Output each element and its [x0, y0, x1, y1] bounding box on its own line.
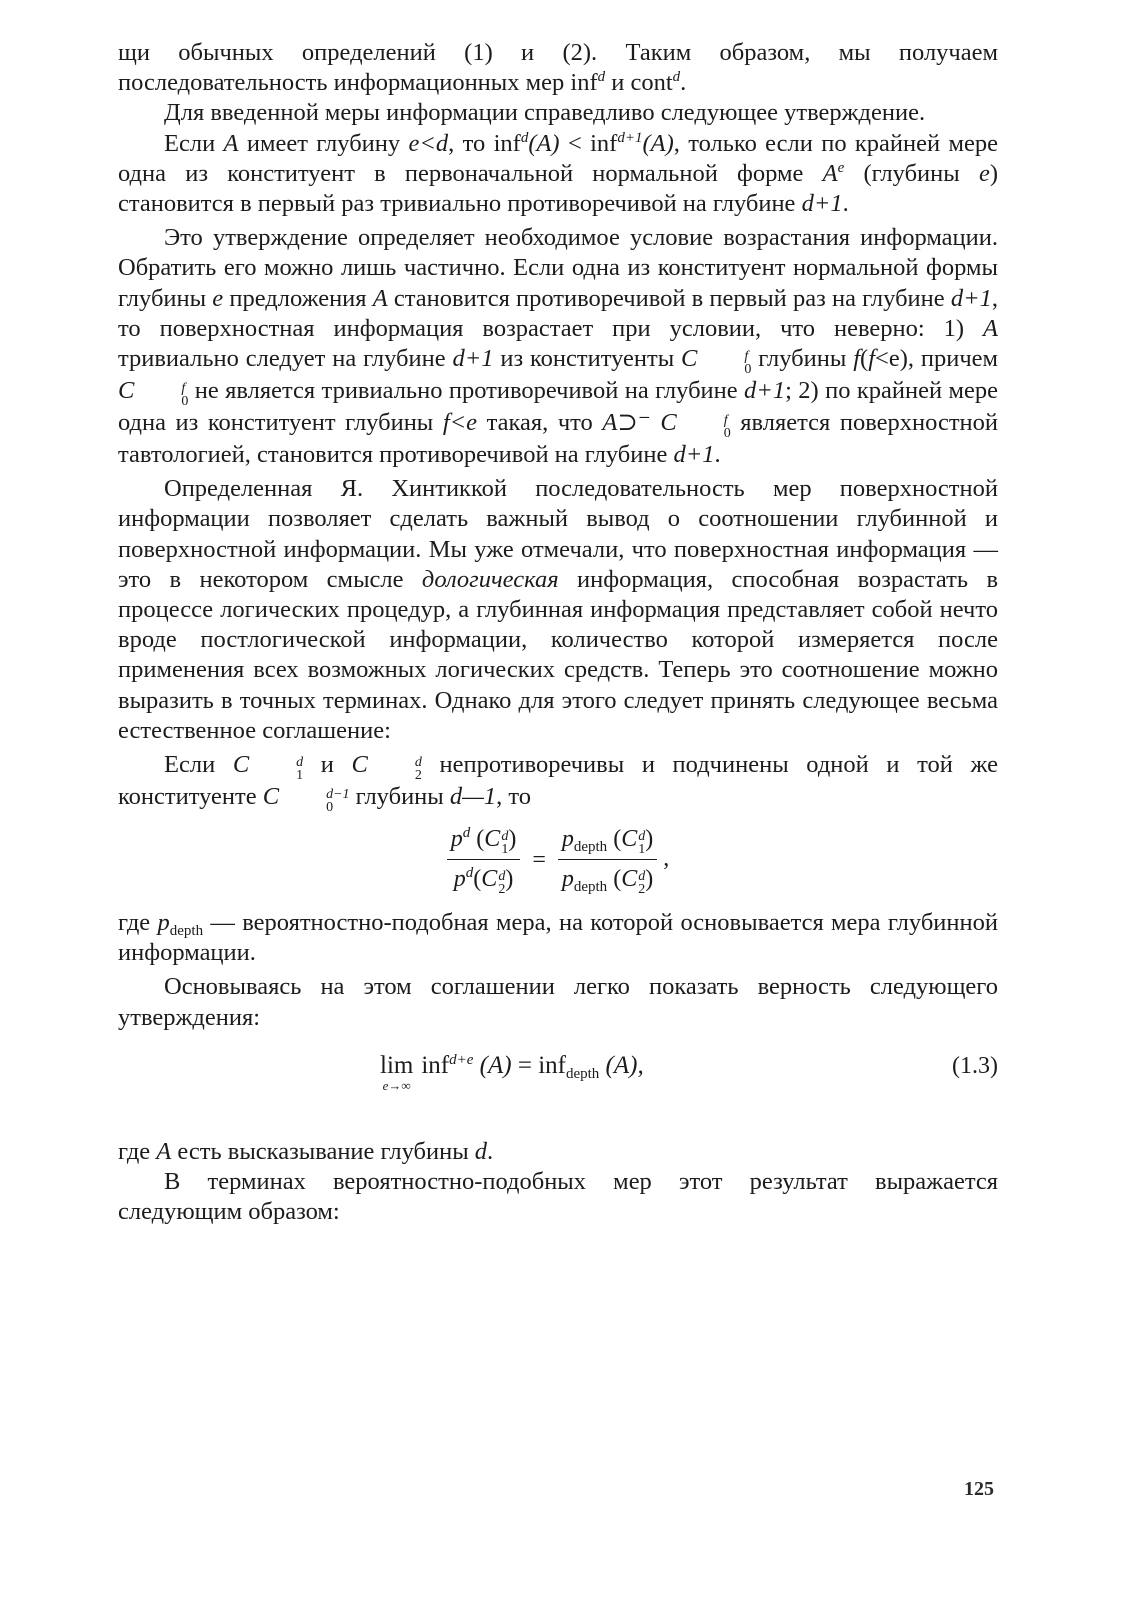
math-inf: inf	[493, 129, 521, 157]
math-expr: d+1	[673, 441, 715, 469]
math-sub: 0	[181, 394, 189, 410]
math-var: A	[983, 314, 998, 342]
math-sup: f	[181, 381, 186, 397]
text-run: тривиально следует на глубине	[118, 345, 453, 373]
math-var: C	[481, 866, 498, 893]
fraction-numerator: $p^d$ (C d 1 )	[447, 824, 521, 860]
math-var: A	[602, 409, 618, 437]
math-subsup	[501, 830, 508, 856]
math-sup: d	[498, 869, 506, 885]
math-expr: <e	[875, 345, 900, 373]
lim-subscript: e→∞	[382, 1077, 411, 1093]
math-expr: d+1	[801, 190, 843, 218]
text-run: ) становится в первый раз тривиально противоречивой на глубине	[118, 159, 998, 218]
math-subsup	[638, 830, 645, 856]
math-var: C	[118, 377, 135, 405]
math-subsup	[678, 414, 731, 440]
text-run: информация, способная возрастать в процессе логических процедур, а глубинная информация представляет собой нечто вроде постлогической информации, количество которой измеряется после применения всех возможных логических средств. Теперь это соотношение можно выразить в точных терминах. Однако для этого следует принять следующее весьма естественное соглашение:	[118, 565, 999, 744]
math-sup: d	[296, 755, 304, 771]
math-var: p	[561, 826, 574, 853]
math-sub: 1	[501, 842, 509, 858]
math-sub: depth	[565, 1065, 600, 1082]
math-var: A	[156, 1137, 172, 1165]
math-var: e	[212, 284, 224, 312]
text-run: ), причем	[899, 345, 999, 373]
math-sup: d	[465, 865, 474, 882]
paragraph-10: В терминах вероятностно-подобных мер этот результат выражается следующим образом:	[118, 1168, 998, 1226]
math-sub: depth	[573, 839, 608, 856]
text-run: ; 2) по крайней мере одна из конституент глубины	[118, 377, 998, 437]
math-subsup	[250, 756, 303, 782]
math-inf: inf	[538, 1051, 566, 1079]
punctuation: ,	[663, 845, 670, 872]
math-sup: d−1	[326, 787, 350, 803]
text-run: — вероятностно-подобная мера, на которой основывается мера глубинной информации.	[118, 909, 998, 967]
math-sup: f	[744, 349, 749, 365]
page-number: 125	[964, 1478, 994, 1500]
italic-term: дологическая	[421, 565, 559, 593]
math-var: e	[978, 159, 990, 187]
math-sup: d	[672, 69, 681, 86]
math-var: C	[681, 345, 698, 373]
text-run: .	[487, 1137, 494, 1165]
text-run: , то	[448, 129, 494, 157]
paragraph-3	[118, 129, 998, 220]
text-run: (	[860, 345, 869, 373]
text-run: имеет глубину	[238, 129, 409, 157]
math-sup: d+1	[617, 129, 643, 146]
math-arg: (A)	[479, 1051, 512, 1079]
math-expr: <e	[449, 409, 478, 437]
text-run: и	[303, 751, 352, 779]
math-arg: (A)	[642, 129, 674, 157]
fraction-left	[447, 824, 521, 896]
math-cont: cont	[630, 69, 673, 97]
equation-number: (1.3)	[952, 1052, 998, 1079]
math-sup: d	[414, 755, 422, 771]
math-var: p	[453, 866, 466, 893]
text-run: предложения	[223, 284, 373, 312]
fraction-right	[558, 824, 657, 896]
paragraph-2: Для введенной меры информации справедливо следующее утверждение.	[164, 99, 926, 127]
math-op: ⁻	[637, 409, 651, 437]
math-var: p	[157, 909, 170, 937]
text-run: Если	[164, 751, 233, 779]
math-var: A	[822, 159, 838, 187]
text-run: и	[605, 69, 631, 97]
limit-operator	[380, 1053, 413, 1093]
math-sup: f	[723, 413, 728, 429]
math-var: C	[232, 751, 250, 779]
math-inf: inf	[590, 129, 618, 157]
text-run: глубины	[349, 783, 450, 811]
math-op: <	[559, 129, 591, 157]
text-run: Определенная Я. Хинтиккой последовательность мер поверхностной информации позволяет сделать важный вывод о соотношении глубинной и поверхностной информации. Мы уже отмечали, что поверхностная информация — это в некотором смысле	[118, 475, 998, 593]
paragraph-4	[118, 223, 998, 470]
text-run: , только если по крайней мере одна из конституент в первоначальной нормальной форме	[118, 129, 998, 187]
text-run: такая, что	[477, 409, 603, 437]
paragraph-1	[118, 38, 998, 98]
math-sup: d	[638, 829, 646, 845]
math-var: p	[561, 866, 574, 893]
math-sub: 1	[296, 768, 304, 784]
math-sub: depth	[169, 923, 204, 940]
text-run: .	[842, 190, 849, 218]
math-sup: d	[638, 869, 646, 885]
math-op: ⊃	[617, 409, 638, 437]
math-sub: 0	[326, 800, 334, 816]
math-var: f	[868, 345, 875, 373]
math-var: C	[621, 866, 638, 893]
page-body	[118, 38, 998, 1227]
math-sup: d	[462, 825, 471, 842]
math-expr: d+1	[744, 377, 786, 405]
text-run: Если	[164, 129, 224, 157]
math-sup: d	[597, 69, 606, 86]
math-inf: inf	[421, 1051, 450, 1079]
math-sub: 2	[414, 768, 422, 784]
math-var: C	[351, 751, 368, 779]
equals-sign: =	[511, 1051, 539, 1079]
math-sup: d	[520, 129, 529, 146]
math-sup: d+e	[449, 1051, 474, 1068]
math-subsup	[135, 382, 188, 408]
text-run: непротиворечивы и подчинены одной и той же конституенте	[118, 751, 998, 811]
text-run: из конституенты	[493, 345, 682, 373]
equals-sign: =	[532, 846, 546, 873]
text-run: глубины	[751, 345, 854, 373]
text-run: .	[714, 441, 721, 469]
math-arg: (A)	[528, 129, 560, 157]
math-expr: d+1	[950, 284, 992, 312]
math-inf: inf	[570, 69, 598, 97]
math-sub: depth	[573, 879, 608, 896]
math-var: C	[621, 826, 638, 853]
text-run: щи обычных определений (1) и (2). Таким образом, мы получаем последовательность информационных мер	[118, 39, 998, 97]
formula-ratio	[118, 824, 998, 896]
text-run: есть высказывание глубины	[171, 1137, 475, 1165]
text-run: , то поверхностная информация возрастает при условии, что неверно: 1)	[118, 284, 998, 342]
math-sup: d	[501, 829, 509, 845]
math-expr: d—1	[449, 783, 497, 811]
text-run: , то	[496, 783, 532, 811]
math-var: A	[223, 129, 239, 157]
math-var: p	[450, 826, 463, 853]
math-var: C	[262, 783, 280, 811]
fraction-denominator: $p^d(C$ d 2 )	[453, 865, 514, 898]
math-expr: e<d	[408, 129, 449, 157]
math-expr: d+1	[452, 345, 494, 373]
math-subsup	[698, 350, 751, 376]
text-run: становится противоречивой в первый раз на глубине	[387, 284, 951, 312]
math-sub: 2	[638, 882, 646, 898]
paragraph-6	[118, 750, 998, 814]
paragraph-5	[118, 474, 998, 746]
limit-body	[421, 1051, 644, 1082]
math-sub: 2	[498, 882, 506, 898]
text-run: является поверхностной тавтологией, становится противоречивой на глубине	[118, 409, 999, 469]
math-var: A	[372, 284, 388, 312]
math-subsup	[498, 870, 505, 896]
text-run: где	[118, 909, 158, 937]
fraction-denominator: $p_{depth}$ (C d 2 )	[561, 866, 654, 898]
math-sub: 0	[723, 426, 731, 442]
math-var: f	[442, 409, 450, 437]
math-subsup	[369, 756, 422, 782]
math-var: C	[484, 826, 501, 853]
text-run: где	[118, 1137, 157, 1165]
text-run: не является тривиально противоречивой на глубине	[188, 377, 745, 405]
text-run: Это утверждение определяет необходимое условие возрастания информации. Обратить его можно лишь частично. Если одна из конституент нормальной формы глубины	[118, 224, 998, 312]
math-sup: e	[837, 159, 845, 176]
math-var: f	[853, 345, 861, 373]
math-subsup	[280, 788, 349, 814]
math-sub: 1	[638, 842, 646, 858]
paragraph-7	[118, 908, 998, 968]
text-run: (глубины	[844, 159, 979, 187]
math-var: C	[660, 409, 677, 437]
formula-limit	[118, 1053, 998, 1123]
lim-word: lim	[380, 1051, 414, 1079]
limit-expression	[380, 1053, 644, 1093]
paragraph-9	[118, 1137, 998, 1167]
fraction-numerator: $p_{depth}$ (C d 1 )	[558, 824, 657, 860]
math-sub: 0	[744, 362, 752, 378]
paragraph-8: Основываясь на этом соглашении легко показать верность следующего утверждения:	[118, 973, 998, 1031]
math-var: d	[474, 1137, 488, 1165]
math-subsup	[638, 870, 645, 896]
math-arg: (A),	[605, 1051, 644, 1079]
text-run: .	[680, 69, 687, 97]
